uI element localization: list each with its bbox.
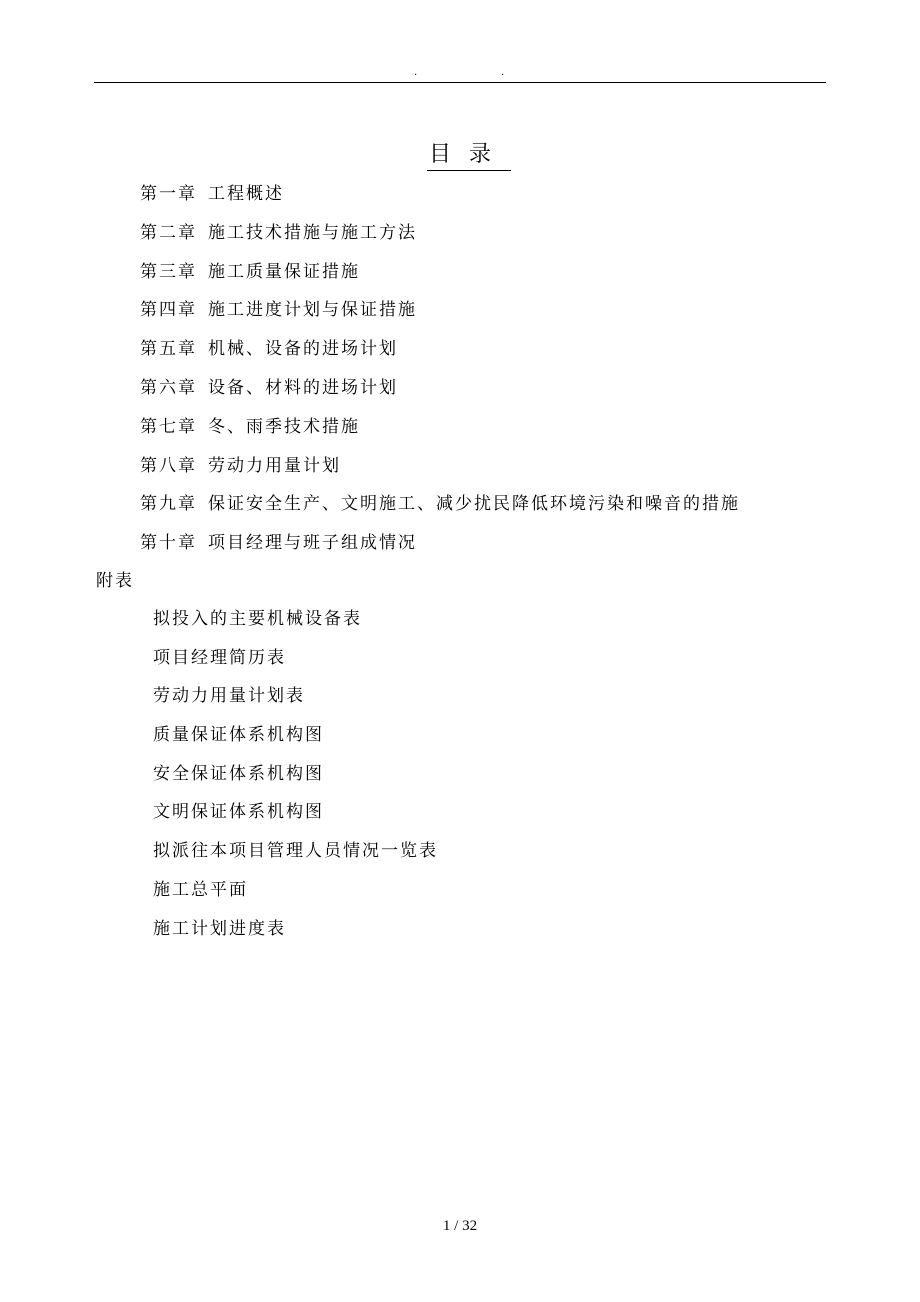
chapter-title: 设备、材料的进场计划	[208, 377, 398, 398]
chapter-number: 第四章	[140, 300, 197, 321]
chapter-item	[140, 334, 740, 373]
appendix-item: 拟投入的主要机械设备表	[153, 609, 362, 629]
chapter-number: 第六章	[140, 377, 197, 398]
chapter-title: 工程概述	[208, 184, 284, 204]
appendix-heading: 附表	[96, 571, 134, 591]
header-mark: .	[414, 67, 418, 78]
chapter-item	[140, 489, 740, 528]
appendix-item: 文明保证体系机构图	[153, 802, 324, 823]
chapter-number: 第九章	[140, 494, 197, 515]
chapter-number: 第二章	[140, 222, 197, 243]
chapter-item	[140, 528, 740, 567]
chapter-number: 第三章	[140, 261, 197, 282]
chapter-item	[140, 218, 740, 257]
toc-title: 目录	[427, 140, 511, 171]
chapter-title: 保证安全生产、文明施工、减少扰民降低环境污染和噪音的措施	[208, 494, 740, 515]
chapter-title: 劳动力用量计划	[208, 455, 341, 476]
header-mark: .	[501, 67, 505, 78]
toc-title-block	[0, 140, 920, 171]
appendix-item: 施工总平面	[153, 879, 248, 900]
chapter-list	[140, 179, 740, 567]
chapter-item	[140, 257, 740, 296]
chapter-number: 第五章	[140, 339, 197, 360]
page-number: 1 / 32	[442, 1218, 478, 1234]
appendix-item: 质量保证体系机构图	[153, 725, 324, 746]
appendix-item: 施工计划进度表	[153, 918, 286, 939]
chapter-item	[140, 451, 740, 490]
chapter-number: 第八章	[140, 455, 197, 476]
chapter-title: 冬、雨季技术措施	[208, 416, 360, 437]
chapter-title: 机械、设备的进场计划	[208, 339, 398, 360]
chapter-item	[140, 179, 740, 218]
appendix-item: 拟派往本项目管理人员情况一览表	[153, 841, 438, 862]
appendix-item: 劳动力用量计划表	[153, 686, 305, 707]
chapter-title: 施工质量保证措施	[208, 261, 360, 282]
chapter-title: 施工技术措施与施工方法	[208, 222, 417, 243]
chapter-number: 第十章	[140, 533, 197, 554]
chapter-title: 施工进度计划与保证措施	[208, 300, 417, 321]
appendix-item: 安全保证体系机构图	[153, 763, 324, 784]
page-header	[0, 66, 920, 80]
chapter-item	[140, 295, 740, 334]
chapter-item	[140, 373, 740, 412]
appendix-item: 项目经理简历表	[153, 647, 286, 668]
chapter-item	[140, 412, 740, 451]
chapter-number: 第一章	[140, 184, 197, 204]
chapter-number: 第七章	[140, 416, 197, 437]
header-divider	[94, 82, 826, 83]
appendix-list	[153, 604, 438, 952]
chapter-title: 项目经理与班子组成情况	[208, 533, 417, 554]
